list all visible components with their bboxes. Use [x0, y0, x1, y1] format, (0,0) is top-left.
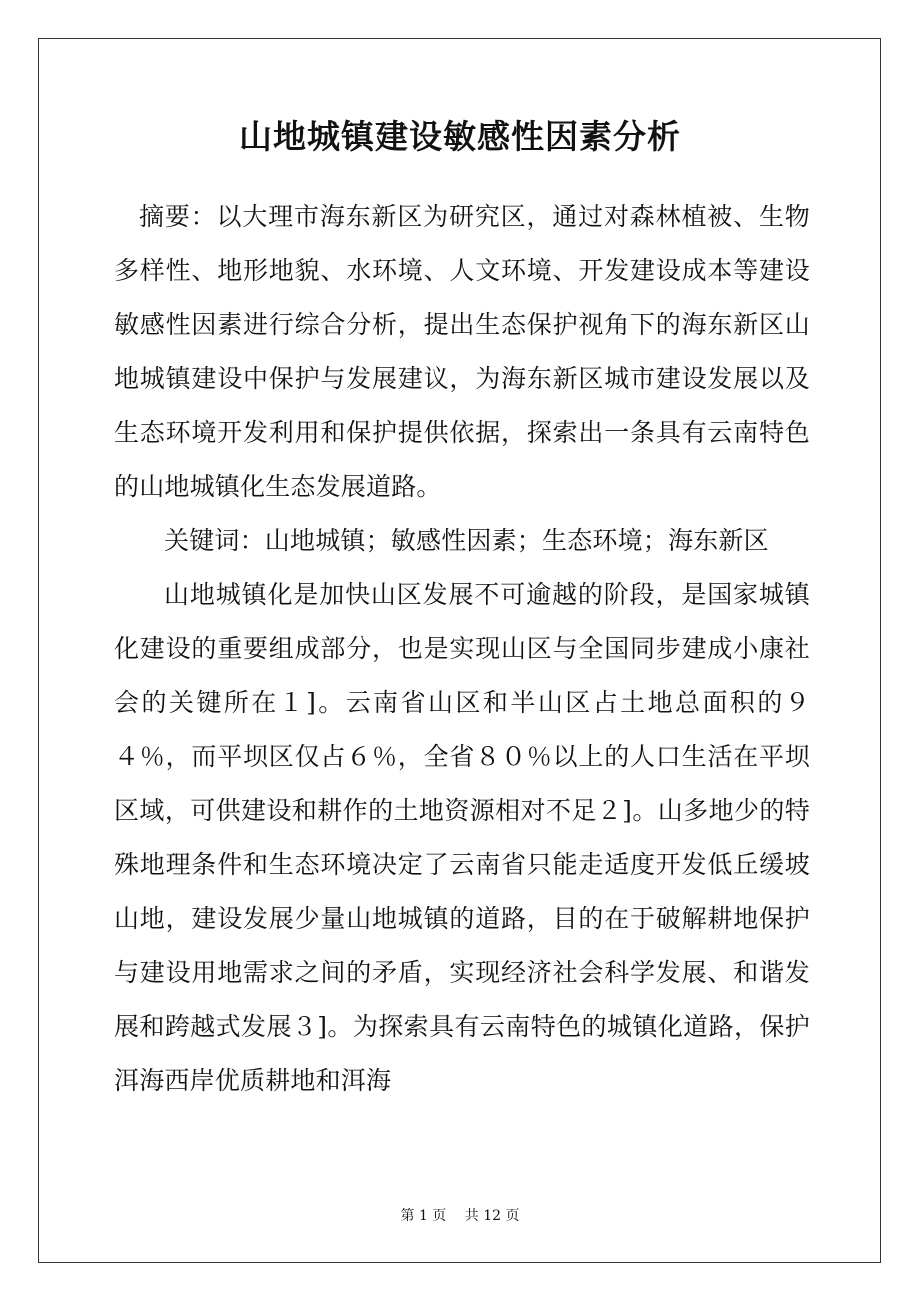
keywords-paragraph: 关键词：山地城镇；敏感性因素；生态环境；海东新区: [164, 526, 769, 555]
abstract-paragraph: 摘要：以大理市海东新区为研究区，通过对森林植被、生物多样性、地形地貌、水环境、人文环境、开发建设成本等建设敏感性因素进行综合分析，提出生态保护视角下的海东新区山地城镇建设中保护与发展建议，为海东新区城市建设发展以及生态环境开发利用和保护提供依据，探索出一条具有云南特色的山地城镇化生态发展道路。: [114, 202, 810, 501]
page-number: 第 1 页: [400, 1208, 447, 1224]
page-count: 共 12 页: [464, 1208, 520, 1224]
page-footer: [0, 1206, 920, 1226]
body-paragraph: 山地城镇化是加快山区发展不可逾越的阶段，是国家城镇化建设的重要组成部分，也是实现山区与全国同步建成小康社会的关键所在１]。云南省山区和半山区占土地总面积的９４％，而平坝区仅占６％，全省８０％以上的人口生活在平坝区域，可供建设和耕作的土地资源相对不足２]。山多地少的特殊地理条件和生态环境决定了云南省只能走适度开发低丘缓坡山地，建设发展少量山地城镇的道路，目的在于破解耕地保护与建设用地需求之间的矛盾，实现经济社会科学发展、和谐发展和跨越式发展３]。为探索具有云南特色的城镇化道路，保护洱海西岸优质耕地和洱海: [114, 580, 810, 1095]
document-body: [114, 190, 810, 1108]
document-title: 山地城镇建设敏感性因素分析: [239, 117, 681, 156]
